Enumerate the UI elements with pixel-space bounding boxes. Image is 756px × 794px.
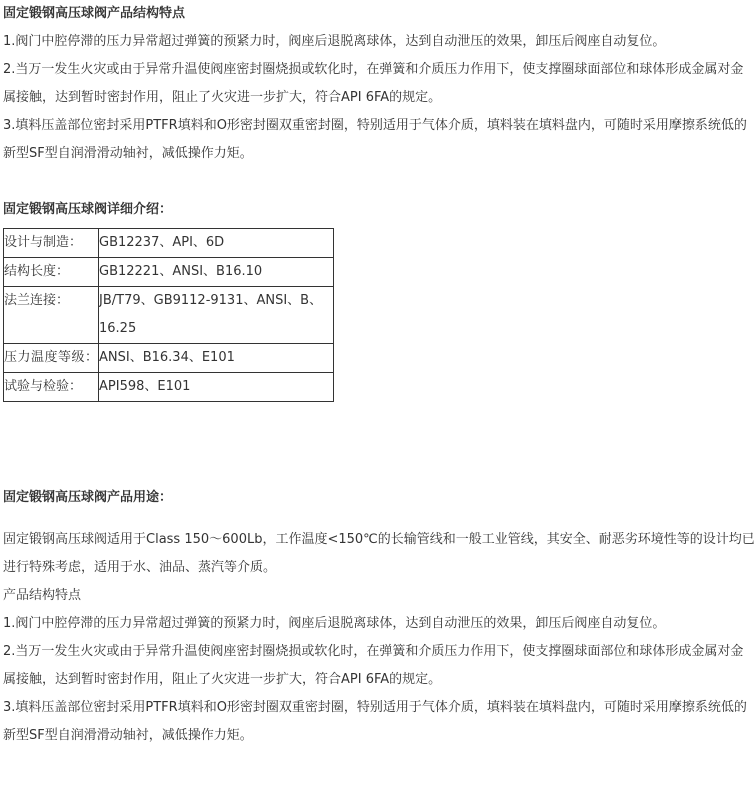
section-title-usage: 固定锻钢高压球阀产品用途： (3, 490, 173, 505)
usage-subtitle: 产品结构特点 (3, 588, 82, 603)
structure-item-2: 2.当万一发生火灾或由于异常升温使阀座密封圈烧损或软化时，在弹簧和介质压力作用下，使支撑圈球面部位和球体形成金属对金属接触，达到暂时密封作用，阻止了火灾进一步扩大，符合API 6FA的规定。 (3, 62, 744, 105)
spec-key: 设计与制造： (4, 229, 99, 258)
section-title-details: 固定锻钢高压球阀详细介绍： (3, 202, 173, 217)
spacer (3, 402, 755, 484)
spec-key: 法兰连接： (4, 287, 99, 344)
usage-item-1: 1.阀门中腔停滞的压力异常超过弹簧的预紧力时，阀座后退脱离球体，达到自动泄压的效果，卸压后阀座自动复位。 (3, 616, 666, 631)
usage-item-3: 3.填料压盖部位密封采用PTFR填料和O形密封圈双重密封圈，特别适用于气体介质，填料装在填料盘内，可随时采用摩擦系统低的新型SF型自润滑滑动轴衬，减低操作力矩。 (3, 700, 747, 743)
spec-value: JB/T79、GB9112-9131、ANSI、B、16.25 (99, 287, 334, 344)
spec-value: GB12221、ANSI、B16.10 (99, 258, 334, 287)
table-row (4, 287, 334, 344)
spec-key: 压力温度等级： (4, 344, 99, 373)
structure-item-1: 1.阀门中腔停滞的压力异常超过弹簧的预紧力时，阀座后退脱离球体，达到自动泄压的效果，卸压后阀座自动复位。 (3, 34, 666, 49)
spec-value: GB12237、API、6D (99, 229, 334, 258)
spec-value: ANSI、B16.34、E101 (99, 344, 334, 373)
article-body (3, 0, 755, 750)
section-title-structure: 固定锻钢高压球阀产品结构特点 (3, 6, 186, 21)
structure-item-3: 3.填料压盖部位密封采用PTFR填料和O形密封圈双重密封圈，特别适用于气体介质，填料装在填料盘内，可随时采用摩擦系统低的新型SF型自润滑滑动轴衬，减低操作力矩。 (3, 118, 747, 161)
usage-item-2: 2.当万一发生火灾或由于异常升温使阀座密封圈烧损或软化时，在弹簧和介质压力作用下，使支撑圈球面部位和球体形成金属对金属接触，达到暂时密封作用，阻止了火灾进一步扩大，符合API 6FA的规定。 (3, 644, 744, 687)
table-row (4, 229, 334, 258)
spec-table (3, 228, 334, 402)
table-row (4, 258, 334, 287)
spec-value: API598、E101 (99, 373, 334, 402)
spacer (3, 168, 755, 196)
spec-key: 结构长度： (4, 258, 99, 287)
table-row (4, 373, 334, 402)
spacer (3, 512, 755, 526)
usage-intro: 固定锻钢高压球阀适用于Class 150～600Lb，工作温度<150℃的长输管线和一般工业管线，其安全、耐恶劣环境性等的设计均已进行特殊考虑，适用于水、油品、蒸汽等介质。 (3, 532, 755, 575)
spec-key: 试验与检验： (4, 373, 99, 402)
table-row (4, 344, 334, 373)
